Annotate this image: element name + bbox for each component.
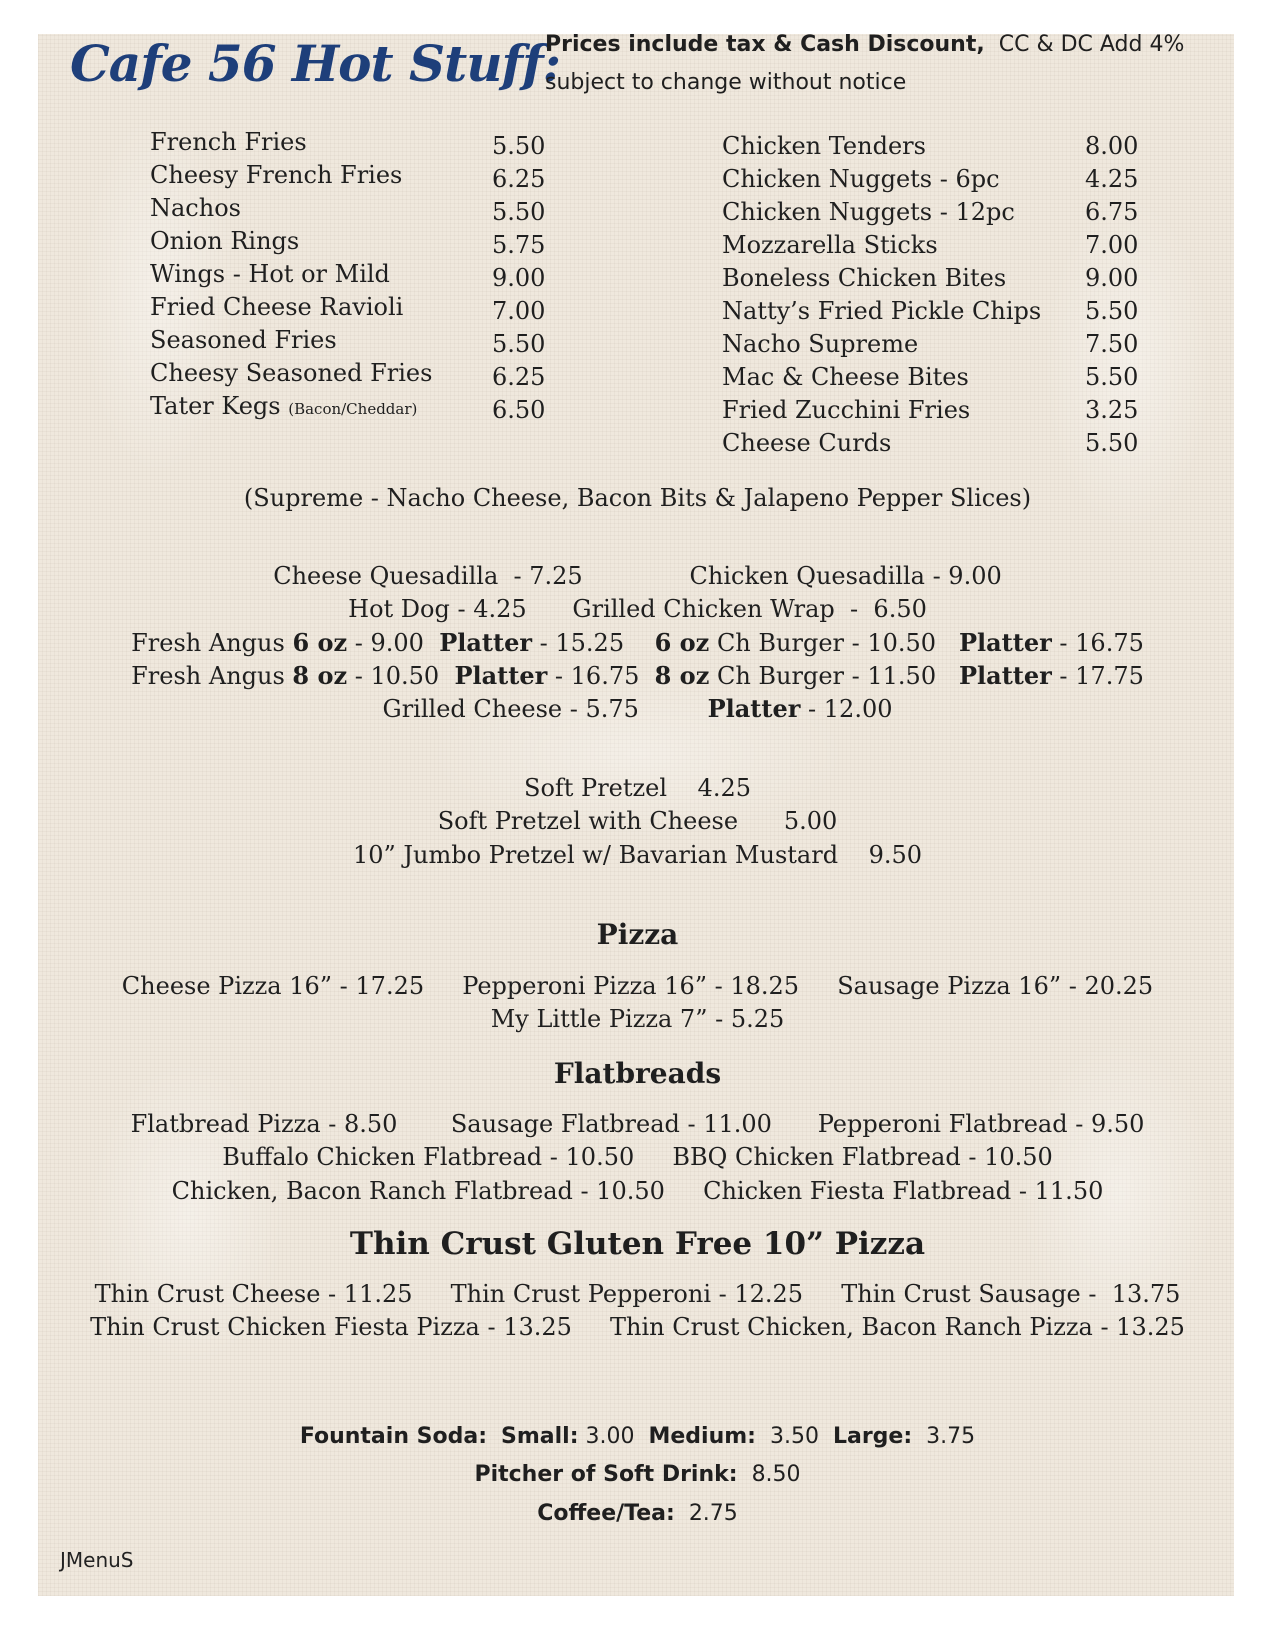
menu-item-name: Onion Rings — [150, 227, 300, 255]
menu-item-price: 6.50 — [492, 396, 546, 424]
menu-item-price: 8.00 — [1085, 132, 1139, 160]
soda-large-label: Large: — [832, 1424, 913, 1449]
pitcher-price: 8.50 — [751, 1462, 801, 1487]
platter-label: Platter — [958, 661, 1052, 690]
thin-crust-line: Thin Crust Chicken Fiesta Pizza - 13.25 Thin Crust Chicken, Bacon Ranch Pizza - 13.25 — [90, 1313, 1185, 1341]
menu-item-name: Seasoned Fries — [150, 326, 337, 354]
coffee-tea-price: 2.75 — [688, 1501, 738, 1526]
coffee-tea-line — [0, 1501, 1275, 1526]
footer-tag: JMenuS — [60, 1548, 134, 1572]
burger-6oz-weight: 6 oz — [654, 628, 710, 657]
angus-8oz-part: - 10.50 — [347, 662, 455, 690]
menu-item-name: Mac & Cheese Bites — [722, 363, 969, 391]
menu-item-name: Nachos — [150, 194, 241, 222]
burger-8oz-weight: 8 oz — [654, 661, 710, 690]
soda-small-price: 3.00 — [585, 1424, 635, 1449]
angus-6oz-line — [0, 628, 1275, 657]
platter-label: Platter — [707, 694, 801, 723]
menu-item-price: 5.50 — [1085, 429, 1139, 457]
little-pizza-line: My Little Pizza 7” - 5.25 — [490, 1005, 785, 1033]
flatbread-line: Buffalo Chicken Flatbread - 10.50 BBQ Chicken Flatbread - 10.50 — [222, 1143, 1053, 1171]
menu-item-price: 5.75 — [492, 231, 546, 259]
flatbread-line: Chicken, Bacon Ranch Flatbread - 10.50 Chicken Fiesta Flatbread - 11.50 — [171, 1177, 1104, 1205]
pitcher-label: Pitcher of Soft Drink: — [474, 1462, 738, 1487]
pizza-line: Cheese Pizza 16” - 17.25 Pepperoni Pizza 16” - 18.25 Sausage Pizza 16” - 20.25 — [121, 972, 1154, 1000]
thin-crust-line: Thin Crust Cheese - 11.25 Thin Crust Pepperoni - 12.25 Thin Crust Sausage - 13.75 — [94, 1280, 1181, 1308]
menu-item-name: Natty’s Fried Pickle Chips — [722, 297, 1042, 325]
angus-8oz-weight: 8 oz — [292, 661, 348, 690]
fountain-soda-label: Fountain Soda: — [299, 1424, 487, 1449]
angus-8oz-part: - 16.75 — [547, 662, 655, 690]
hotdog-wrap-line: Hot Dog - 4.25 Grilled Chicken Wrap - 6.50 — [348, 595, 927, 623]
menu-item-price: 7.00 — [492, 297, 546, 325]
coffee-tea-label: Coffee/Tea: — [537, 1501, 675, 1526]
menu-item-price: 5.50 — [1085, 297, 1139, 325]
menu-item-name: Nacho Supreme — [722, 330, 919, 358]
angus-6oz-part: Ch Burger - 10.50 — [709, 629, 959, 657]
platter-label: Platter — [958, 628, 1052, 657]
angus-6oz-weight: 6 oz — [292, 628, 348, 657]
soda-small-label: Small: — [501, 1424, 579, 1449]
price-notice-bold: Prices include tax & Cash Discount, — [545, 32, 985, 57]
menu-item-price: 7.00 — [1085, 231, 1139, 259]
menu-item-price: 3.25 — [1085, 396, 1139, 424]
menu-item-note: (Bacon/Cheddar) — [288, 400, 418, 418]
soda-medium-label: Medium: — [648, 1424, 756, 1449]
quesadilla-line: Cheese Quesadilla - 7.25 Chicken Quesadilla - 9.00 — [273, 562, 1002, 590]
angus-6oz-part: Fresh Angus — [131, 629, 293, 657]
menu-item-name: Chicken Nuggets - 6pc — [722, 165, 1000, 193]
menu-item-name: Chicken Tenders — [722, 132, 926, 160]
flatbreads-heading: Flatbreads — [553, 1057, 722, 1090]
fountain-soda-line — [0, 1424, 1275, 1449]
price-notice-line2: subject to change without notice — [545, 70, 907, 95]
menu-item-name: Fried Cheese Ravioli — [150, 293, 404, 321]
flatbread-line: Flatbread Pizza - 8.50 Sausage Flatbread - 11.00 Pepperoni Flatbread - 9.50 — [130, 1110, 1145, 1138]
menu-item-name: Cheesy Seasoned Fries — [150, 359, 433, 387]
pretzel-cheese-line: Soft Pretzel with Cheese 5.00 — [437, 807, 838, 835]
menu-item-name: Cheese Curds — [722, 429, 892, 457]
angus-8oz-part: - 17.75 — [1051, 662, 1144, 690]
menu-item-name: Mozzarella Sticks — [722, 231, 938, 259]
angus-6oz-part: - 15.25 — [532, 629, 655, 657]
pitcher-line — [0, 1462, 1275, 1487]
soda-large-price: 3.75 — [926, 1424, 976, 1449]
menu-item-name-text: Tater Kegs — [150, 392, 281, 420]
angus-6oz-part: - 9.00 — [347, 629, 440, 657]
menu-item-price: 6.75 — [1085, 198, 1139, 226]
menu-item-price: 4.25 — [1085, 165, 1139, 193]
menu-item-price: 5.50 — [1085, 363, 1139, 391]
grilled-cheese-part: - 12.00 — [800, 695, 893, 723]
menu-item-price: 9.00 — [1085, 264, 1139, 292]
angus-6oz-part: - 16.75 — [1051, 629, 1144, 657]
menu-item-price: 6.25 — [492, 165, 546, 193]
gluten-free-heading: Thin Crust Gluten Free 10” Pizza — [349, 1226, 926, 1262]
menu-item-name: Boneless Chicken Bites — [722, 264, 1007, 292]
angus-8oz-part: Ch Burger - 11.50 — [709, 662, 959, 690]
jumbo-pretzel-line: 10” Jumbo Pretzel w/ Bavarian Mustard 9.50 — [352, 841, 923, 869]
menu-item-name: French Fries — [150, 128, 307, 156]
price-notice — [545, 32, 1184, 57]
soda-medium-price: 3.50 — [769, 1424, 819, 1449]
menu-item-name: Chicken Nuggets - 12pc — [722, 198, 1015, 226]
menu-item-price: 6.25 — [492, 363, 546, 391]
menu-item-name — [150, 392, 417, 420]
menu-title: Cafe 56 Hot Stuff: — [70, 34, 561, 93]
grilled-cheese-line — [0, 694, 1275, 723]
menu-item-price: 5.50 — [492, 330, 546, 358]
menu-item-name: Wings - Hot or Mild — [150, 260, 390, 288]
soft-pretzel-line: Soft Pretzel 4.25 — [524, 774, 751, 802]
platter-label: Platter — [439, 628, 533, 657]
menu-item-price: 5.50 — [492, 132, 546, 160]
supreme-note: (Supreme - Nacho Cheese, Bacon Bits & Jalapeno Pepper Slices) — [243, 484, 1032, 512]
grilled-cheese-part: Grilled Cheese - 5.75 — [382, 695, 708, 723]
menu-item-price: 5.50 — [492, 198, 546, 226]
angus-8oz-part: Fresh Angus — [131, 662, 293, 690]
pizza-heading: Pizza — [596, 918, 679, 951]
menu-item-name: Cheesy French Fries — [150, 161, 403, 189]
menu-item-price: 9.00 — [492, 264, 546, 292]
price-notice-card-fee: CC & DC Add 4% — [998, 32, 1185, 57]
platter-label: Platter — [454, 661, 548, 690]
menu-item-price: 7.50 — [1085, 330, 1139, 358]
angus-8oz-line — [0, 661, 1275, 690]
menu-item-name: Fried Zucchini Fries — [722, 396, 971, 424]
